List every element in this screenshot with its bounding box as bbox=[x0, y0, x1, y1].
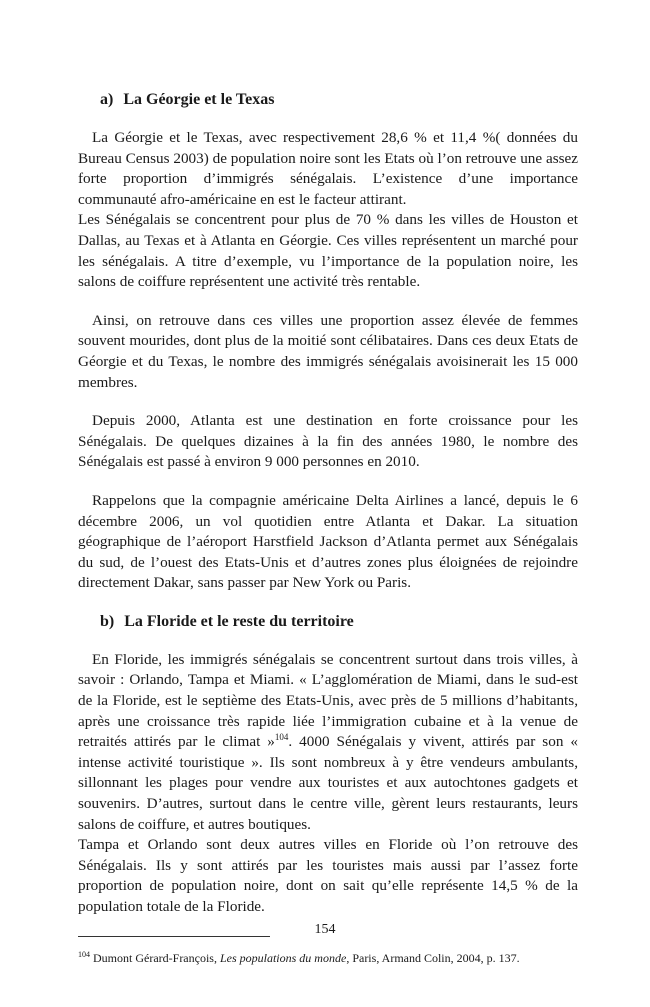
page-number: 154 bbox=[314, 922, 336, 937]
section-b-paragraph-1-text-b: . 4000 Sénégalais y vivent, attirés par son « intense activité touristique ». Ils sont nombreux à y être vendeurs ambulants, sillonnant les plages pour vendre aux touristes et aux autochtones gadgets et souvenirs. D’autres, surtout dans le centre ville, gèrent leurs restaurants, leurs salons de coiffure, et autres boutiques. bbox=[78, 733, 578, 833]
section-a-paragraph-5: Rappelons que la compagnie américaine Delta Airlines a lancé, depuis le 6 décembre 2006, un vol quotidien entre Atlanta et Dakar. La situation géographique de l’aéroport Harstfield Jackson d’Atlanta permet aux Sénégalais du sud, de l’ouest des Etats-Unis et d’autres zones plus éloignées de rejoindre directement Dakar, sans passer par New York ou Paris. bbox=[78, 491, 578, 592]
footnote-reference: 104 bbox=[274, 732, 289, 743]
section-a-heading bbox=[100, 90, 578, 110]
section-b-marker: b) bbox=[100, 612, 115, 630]
footnote-number: 104 bbox=[78, 949, 90, 959]
section-a-paragraph-4: Depuis 2000, Atlanta est une destination en forte croissance pour les Sénégalais. De quelques dizaines à la fin des années 1980, le nombre des Sénégalais est passé à environ 9 000 personnes en 2010. bbox=[78, 412, 578, 471]
page-content bbox=[78, 90, 578, 966]
section-a-marker: a) bbox=[100, 91, 114, 108]
footnote-details: , Paris, Armand Colin, 2004, p. 137. bbox=[346, 950, 520, 965]
section-b-paragraph-2: Tampa et Orlando sont deux autres villes en Floride où l’on retrouve des Sénégalais. Ils y sont attirés par les touristes mais aussi par l’assez forte proportion de population noire, dont on sait qu’elle représente 14,5 % de la population totale de la Floride. bbox=[78, 836, 578, 915]
footnote-author: Dumont Gérard-François, bbox=[90, 950, 220, 965]
section-b-paragraph-1-text-a: En Floride, les immigrés sénégalais se concentrent surtout dans trois villes, à savoir : Orlando, Tampa et Miami. « L’agglomération de Miami, dans le sud-est de la Floride, est le septième des Etats-Unis, avec près de 5 millions d’habitants, après une croissance très rapide liée l’immigration cubaine et à la venue de retraités attirés par le climat » bbox=[78, 650, 578, 751]
section-a-paragraph-2: Les Sénégalais se concentrent pour plus de 70 % dans les villes de Houston et Dallas, au Texas et à Atlanta en Géorgie. Ces villes représentent un marché pour les sénégalais. A titre d’exemple, vu l’importance de la population noire, les salons de coiffure représentent une activité très rentable. bbox=[78, 211, 578, 291]
footnote bbox=[78, 951, 578, 966]
section-b-title: La Floride et le reste du territoire bbox=[124, 612, 354, 630]
section-b-paragraph-1 bbox=[78, 650, 578, 835]
footnote-work-title: Les populations du monde bbox=[219, 950, 347, 965]
section-a-paragraph-3: Ainsi, on retrouve dans ces villes une proportion assez élevée de femmes souvent mourides, dont plus de la moitié sont célibataires. Dans ces deux Etats de Géorgie et du Texas, le nombre des immigrés sénégalais avoisinerait les 15 000 membres. bbox=[78, 311, 578, 391]
section-a-paragraph-1: La Géorgie et le Texas, avec respectivement 28,6 % et 11,4 %( données du Bureau Census 2003) de population noire sont les Etats où l’on retrouve une assez forte proportion d’immigrés sénégalais. L’existence d’une importance communauté afro-américaine en est le facteur attirant. bbox=[78, 129, 578, 208]
section-a-title: La Géorgie et le Texas bbox=[123, 91, 275, 108]
section-b-heading bbox=[100, 612, 578, 632]
